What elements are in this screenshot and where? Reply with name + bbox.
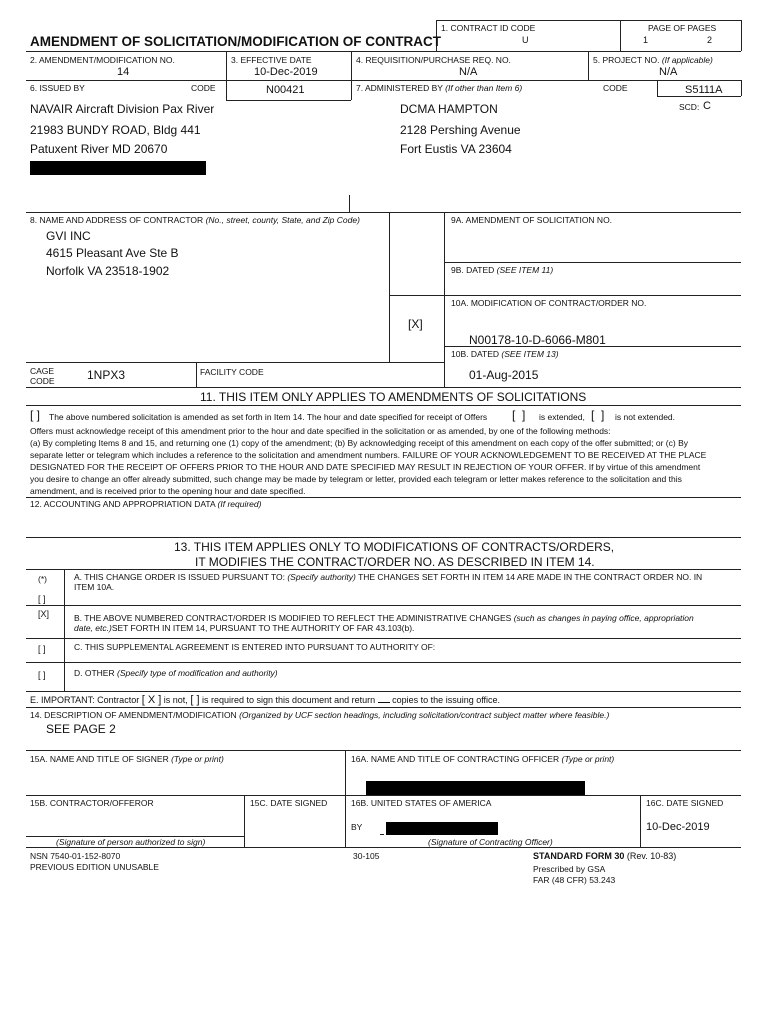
item-14-label-note: (Organized by UCF section headings, including solicitation/contract subject matter where feasible.) <box>239 710 610 720</box>
item-13d-text-1: D. OTHER <box>74 668 115 678</box>
signer-name-label-note: (Type or print) <box>171 754 224 764</box>
signer-name-label <box>30 754 224 764</box>
contractor-label <box>30 215 360 225</box>
cage-code-label: CAGE CODE <box>30 366 55 386</box>
redacted-officer-signature <box>386 822 498 835</box>
item-13b-text-2: SET FORTH IN ITEM 14, PURSUANT TO THE AUTHORITY OF FAR 43.103(b). <box>111 623 415 633</box>
form-title: AMENDMENT OF SOLICITATION/MODIFICATION OF CONTRACT <box>30 34 441 49</box>
important-text-4: copies to the issuing office. <box>392 695 501 705</box>
item-11-para-2: (a) By completing Items 8 and 15, and returning one (1) copy of the amendment; (b) By acknowledging receipt of this amendment on each copy of the offer submitted; or (c) By <box>30 438 688 448</box>
solicitation-dated-label <box>451 265 553 275</box>
solicitation-dated-text: 9B. DATED <box>451 265 495 275</box>
issuer-line-2: 21983 BUNDY ROAD, Bldg 441 <box>30 123 201 137</box>
item-13b-note-1: (such as changes in paying office, appropriation <box>513 613 694 623</box>
redacted-contracting-officer-name <box>366 781 585 795</box>
item-13d-note: (Specify type of modification and authority) <box>117 668 278 678</box>
united-states-label: 16B. UNITED STATES OF AMERICA <box>351 798 492 808</box>
item-13c-checkbox: [ ] <box>38 644 46 654</box>
item-11-line-1: The above numbered solicitation is amended as set forth in Item 14. The hour and date specified for receipt of Offers <box>49 412 488 422</box>
contractor-line-1: GVI INC <box>46 229 91 243</box>
admin-line-2: 2128 Pershing Avenue <box>400 123 521 137</box>
scd-value: C <box>703 100 711 112</box>
signer-name-label-text: 15A. NAME AND TITLE OF SIGNER <box>30 754 169 764</box>
contractor-label-text: 8. NAME AND ADDRESS OF CONTRACTOR <box>30 215 204 225</box>
contract-id-label: 1. CONTRACT ID CODE <box>441 23 536 33</box>
important-text-2: is not, <box>163 695 188 705</box>
item-13-title-2: IT MODIFIES THE CONTRACT/ORDER NO. AS DESCRIBED IN ITEM 14. <box>195 555 595 569</box>
contracting-officer-label-text: 16A. NAME AND TITLE OF CONTRACTING OFFICER <box>351 754 560 764</box>
item-13b-text-1: B. THE ABOVE NUMBERED CONTRACT/ORDER IS MODIFIED TO REFLECT THE ADMINISTRATIVE CHANGES <box>74 613 512 623</box>
total-pages: 2 <box>707 35 713 45</box>
solicitation-no-label: 9A. AMENDMENT OF SOLICITATION NO. <box>451 215 613 225</box>
standard-form-name <box>533 851 676 862</box>
standard-form-bold: STANDARD FORM 30 <box>533 851 625 861</box>
modification-dated-value: 01-Aug-2015 <box>469 368 539 382</box>
item-14-value: SEE PAGE 2 <box>46 722 116 736</box>
contractor-offeror-label: 15B. CONTRACTOR/OFFEROR <box>30 798 154 808</box>
facility-code-label: FACILITY CODE <box>200 367 264 377</box>
extended-text: is extended, <box>539 412 585 422</box>
issued-code-value: N00421 <box>266 84 305 96</box>
project-no-value: N/A <box>659 66 678 78</box>
admin-code-value: S5111A <box>685 84 723 96</box>
item-11-title: 11. THIS ITEM ONLY APPLIES TO AMENDMENTS OF SOLICITATIONS <box>200 390 587 404</box>
page-of-pages-label: PAGE OF PAGES <box>648 23 717 33</box>
previous-edition-note: PREVIOUS EDITION UNUSABLE <box>30 862 159 872</box>
contractor-date-signed-label: 15C. DATE SIGNED <box>250 798 328 808</box>
item-11-para-1: Offers must acknowledge receipt of this amendment prior to the hour and date specified in the solicitation or as amended, by one of the following methods: <box>30 426 611 436</box>
item-13-star: (*) <box>38 574 47 584</box>
important-line <box>30 695 500 706</box>
not-extended-text: is not extended. <box>615 412 676 422</box>
cage-code-value: 1NPX3 <box>87 368 126 382</box>
form-code: 30-105 <box>353 851 380 861</box>
issuer-line-1: NAVAIR Aircraft Division Pax River <box>30 102 215 116</box>
contractor-line-2: 4615 Pleasant Ave Ste B <box>46 246 179 260</box>
requisition-label: 4. REQUISITION/PURCHASE REQ. NO. <box>356 55 511 65</box>
contractor-line-3: Norfolk VA 23518-1902 <box>46 264 170 278</box>
item-13a-checkbox: [ ] <box>38 594 46 604</box>
prescribed-by: Prescribed by GSA <box>533 864 606 874</box>
item-13b-note-2: date, etc.) <box>74 623 112 633</box>
item-13a-text-2: THE CHANGES SET FORTH IN ITEM 14 ARE MADE IN THE CONTRACT ORDER NO. IN <box>358 572 703 582</box>
accounting-label-text: 12. ACCOUNTING AND APPROPRIATION DATA <box>30 499 216 509</box>
modification-dated-note: (SEE ITEM 13) <box>501 349 559 359</box>
item-13c-text: C. THIS SUPPLEMENTAL AGREEMENT IS ENTERED INTO PURSUANT TO AUTHORITY OF: <box>74 642 436 652</box>
modification-check-mark: [X] <box>408 317 423 331</box>
issued-code-label: CODE <box>191 83 216 93</box>
item-11-para-3: separate letter or telegram which includes a reference to the solicitation and amendment numbers. FAILURE OF YOUR ACKNOWLEDGEMENT TO BE RECEIVED AT THE PLACE <box>30 450 707 460</box>
item-14-label <box>30 710 609 720</box>
item-13a-text-1: A. THIS CHANGE ORDER IS ISSUED PURSUANT TO: <box>74 572 285 582</box>
admin-line-1: DCMA HAMPTON <box>400 102 498 116</box>
page-number: 1 <box>643 35 649 45</box>
project-no-label <box>593 55 713 65</box>
issued-by-label: 6. ISSUED BY <box>30 83 85 93</box>
modification-no-label: 10A. MODIFICATION OF CONTRACT/ORDER NO. <box>451 298 647 308</box>
item-11-checkbox: [ ] <box>30 408 41 422</box>
officer-signature-caption: (Signature of Contracting Officer) <box>428 837 553 847</box>
administered-by-note: (If other than Item 6) <box>445 83 523 93</box>
item-13d-checkbox: [ ] <box>38 670 46 680</box>
item-11-para-4: DESIGNATED FOR THE RECEIPT OF OFFERS PRIOR TO THE HOUR AND DATE SPECIFIED MAY RESULT IN REJECTION OF YOUR OFFER. If by virtue of this amendment <box>30 462 701 472</box>
standard-form-revision: (Rev. 10-83) <box>626 851 677 861</box>
modification-dated-text: 10B. DATED <box>451 349 500 359</box>
extended-checkbox: [ ] <box>512 408 526 422</box>
redacted-issuer-line <box>30 161 206 175</box>
item-13d-text <box>74 668 278 678</box>
item-11-para-6: amendment, and is received prior to the opening hour and date specified. <box>30 486 306 496</box>
is-checkbox: [ ] <box>190 694 200 706</box>
contractor-signature-caption: (Signature of person authorized to sign) <box>56 837 206 847</box>
contracting-officer-label <box>351 754 614 764</box>
item-13b-checkbox: [X] <box>38 609 50 619</box>
project-no-label-note: (If applicable) <box>661 55 713 65</box>
solicitation-dated-note: (SEE ITEM 11) <box>496 265 554 275</box>
far-reference: FAR (48 CFR) 53.243 <box>533 875 616 885</box>
amendment-no-label: 2. AMENDMENT/MODIFICATION NO. <box>30 55 175 65</box>
accounting-label <box>30 499 261 509</box>
admin-code-label: CODE <box>603 83 628 93</box>
administered-by-label <box>356 83 522 93</box>
important-text-1: E. IMPORTANT: Contractor <box>30 695 140 705</box>
officer-date-signed-label: 16C. DATE SIGNED <box>646 798 724 808</box>
not-extended-checkbox: [ ] <box>591 408 605 422</box>
item-13a-authority-note: (Specify authority) <box>287 572 356 582</box>
issuer-line-3: Patuxent River MD 20670 <box>30 142 168 156</box>
effective-date-value: 10-Dec-2019 <box>254 66 318 78</box>
item-13a-text-3: ITEM 10A. <box>74 582 115 592</box>
contract-id-value: U <box>522 35 529 45</box>
accounting-label-note: (If required) <box>217 499 262 509</box>
admin-line-3: Fort Eustis VA 23604 <box>400 142 512 156</box>
important-text-3: is required to sign this document and return <box>202 695 376 705</box>
contractor-label-note: (No., street, county, State, and Zip Code) <box>205 215 360 225</box>
is-not-checkbox: [ X ] <box>141 694 162 706</box>
officer-date-signed-value: 10-Dec-2019 <box>646 821 710 833</box>
requisition-value: N/A <box>459 66 478 78</box>
modification-no-value: N00178-10-D-6066-M801 <box>469 333 606 347</box>
amendment-no-value: 14 <box>117 66 130 78</box>
item-13-title-1: 13. THIS ITEM APPLIES ONLY TO MODIFICATIONS OF CONTRACTS/ORDERS, <box>174 540 615 554</box>
effective-date-label: 3. EFFECTIVE DATE <box>231 55 312 65</box>
scd-label: SCD: <box>679 102 700 112</box>
by-label: BY <box>351 822 363 832</box>
item-14-label-text: 14. DESCRIPTION OF AMENDMENT/MODIFICATION <box>30 710 237 720</box>
item-11-para-5: you desire to change an offer already submitted, such change may be made by telegram or letter, provided each telegram or letter makes reference to the solicitation and this <box>30 474 682 484</box>
item-13a-text <box>74 572 740 592</box>
modification-dated-label <box>451 349 559 359</box>
copies-blank <box>378 702 390 703</box>
project-no-label-text: 5. PROJECT NO. <box>593 55 660 65</box>
item-13b-text <box>74 613 740 633</box>
administered-by-text: 7. ADMINISTERED BY <box>356 83 443 93</box>
nsn-number: NSN 7540-01-152-8070 <box>30 851 121 861</box>
contracting-officer-label-note: (Type or print) <box>561 754 615 764</box>
